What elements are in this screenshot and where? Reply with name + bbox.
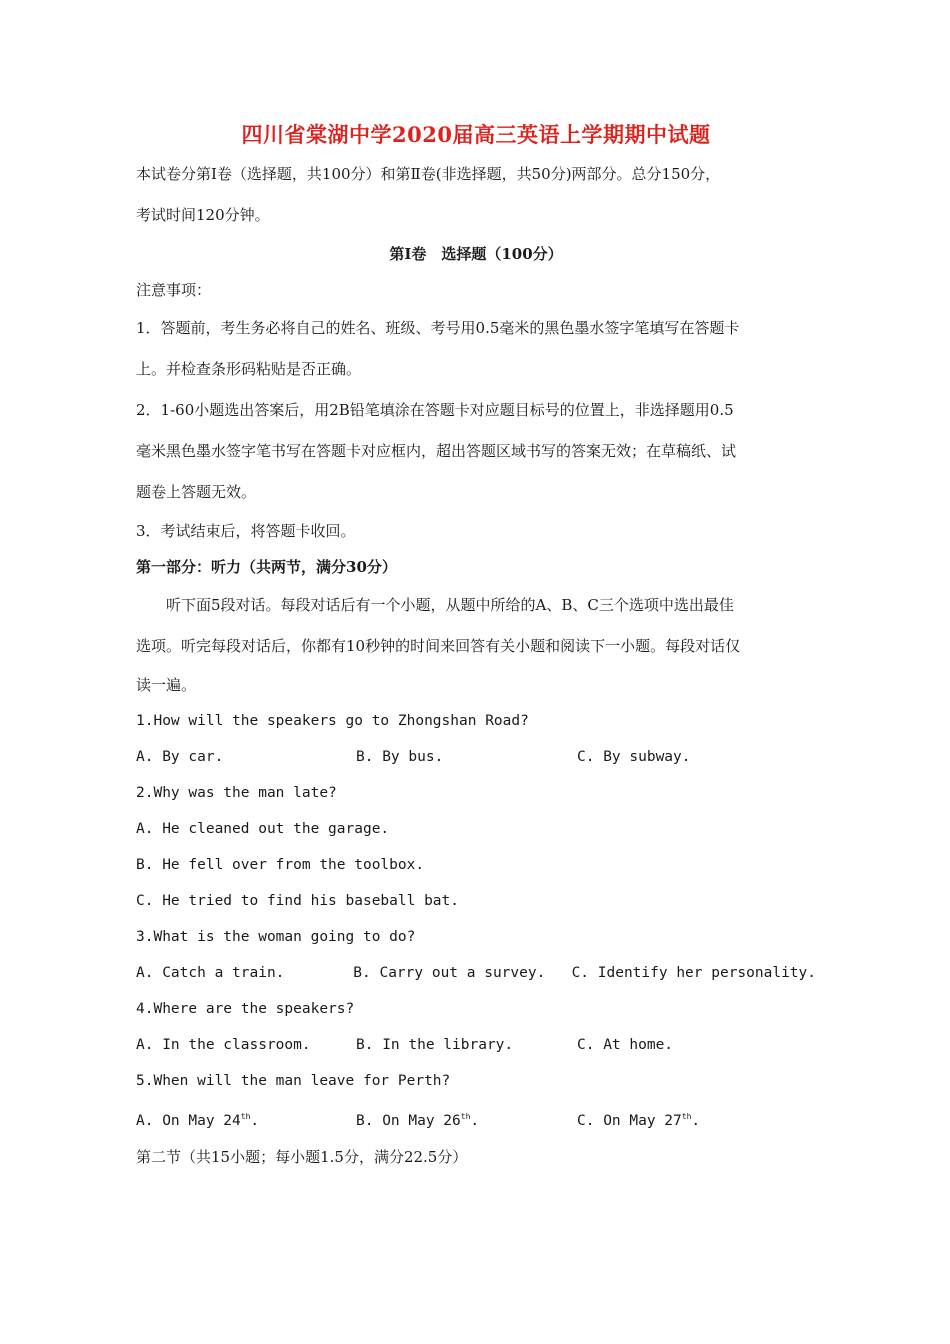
question-1-option-c: C. By subway. [577,749,691,765]
question-5-option-a-text: A. On May 24 [136,1113,241,1129]
listening-instructions-line-2: 选项。听完每段对话后，你都有10秒钟的时间来回答有关小题和阅读下一小题。每段对话仅 [136,637,741,655]
question-1: 1.How will the speakers go to Zhongshan Road? [136,713,529,729]
notes-item-1-line-2: 上。并检查条形码粘贴是否正确。 [136,360,362,378]
question-3-option-a: A. Catch a train. [136,965,285,981]
question-5-option-a-end: . [250,1113,260,1129]
document-title: 四川省棠湖中学2020届高三英语上学期期中试题 [241,122,711,147]
question-5-option-b-suffix: th [460,1112,471,1121]
question-3-options [136,955,816,991]
question-5-option-b-text: B. On May 26 [356,1113,461,1129]
listening-instructions-line-3: 读一遍。 [136,676,197,694]
listening-instructions-line-1: 听下面5段对话。每段对话后有一个小题，从题中所给的A、B、C三个选项中选出最佳 [166,596,734,614]
question-5-option-a-suffix: th [240,1112,251,1121]
question-2: 2.Why was the man late? [136,785,337,801]
question-5-option-c-text: C. On May 27 [577,1113,682,1129]
question-5-option-b [356,1099,577,1139]
intro-line-1: 本试卷分第Ⅰ卷（选择题，共100分）和第Ⅱ卷(非选择题，共50分)两部分。总分150分， [136,165,721,183]
question-5-options [136,1099,816,1139]
question-3: 3.What is the woman going to do? [136,929,416,945]
notes-heading: 注意事项： [136,281,212,299]
question-1-options [136,739,816,775]
question-4-options [136,1027,816,1063]
listening-heading: 第一部分：听力（共两节，满分30分） [136,558,397,576]
question-5-option-a [136,1099,356,1139]
question-4-option-a: A. In the classroom. [136,1037,311,1053]
notes-item-2-line-2: 毫米黑色墨水签字笔书写在答题卡对应框内，超出答题区域书写的答案无效；在草稿纸、试 [136,442,737,460]
question-5-option-b-end: . [470,1113,480,1129]
question-5-option-c-end: . [691,1113,701,1129]
question-5: 5.When will the man leave for Perth? [136,1073,451,1089]
notes-item-2-line-1: 2．1-60小题选出答案后，用2B铅笔填涂在答题卡对应题目标号的位置上，非选择题用0.5 [136,401,734,419]
section-2-heading: 第二节（共15小题；每小题1.5分，满分22.5分） [136,1148,468,1166]
question-4-option-c: C. At home. [577,1037,674,1053]
question-4-option-b: B. In the library. [356,1037,514,1053]
question-4: 4.Where are the speakers? [136,1001,355,1017]
notes-item-1-line-1: 1．答题前，考生务必将自己的姓名、班级、考号用0.5毫米的黑色墨水签字笔填写在答题卡 [136,319,740,337]
question-5-option-c [577,1099,700,1139]
question-5-option-c-suffix: th [681,1112,692,1121]
question-3-option-c: C. Identify her personality. [571,965,816,981]
question-2-option-a: A. He cleaned out the garage. [136,821,390,837]
question-2-option-b: B. He fell over from the toolbox. [136,857,425,873]
intro-line-2: 考试时间120分钟。 [136,206,270,224]
part1-title: 第Ⅰ卷 选择题（100分） [389,245,563,263]
question-1-option-b: B. By bus. [356,749,444,765]
document-page [136,118,816,1175]
question-2-option-c: C. He tried to find his baseball bat. [136,893,460,909]
notes-item-3: 3．考试结束后，将答题卡收回。 [136,522,356,540]
question-3-option-b: B. Carry out a survey. [353,965,546,981]
notes-item-2-line-3: 题卷上答题无效。 [136,483,257,501]
question-1-option-a: A. By car. [136,749,224,765]
